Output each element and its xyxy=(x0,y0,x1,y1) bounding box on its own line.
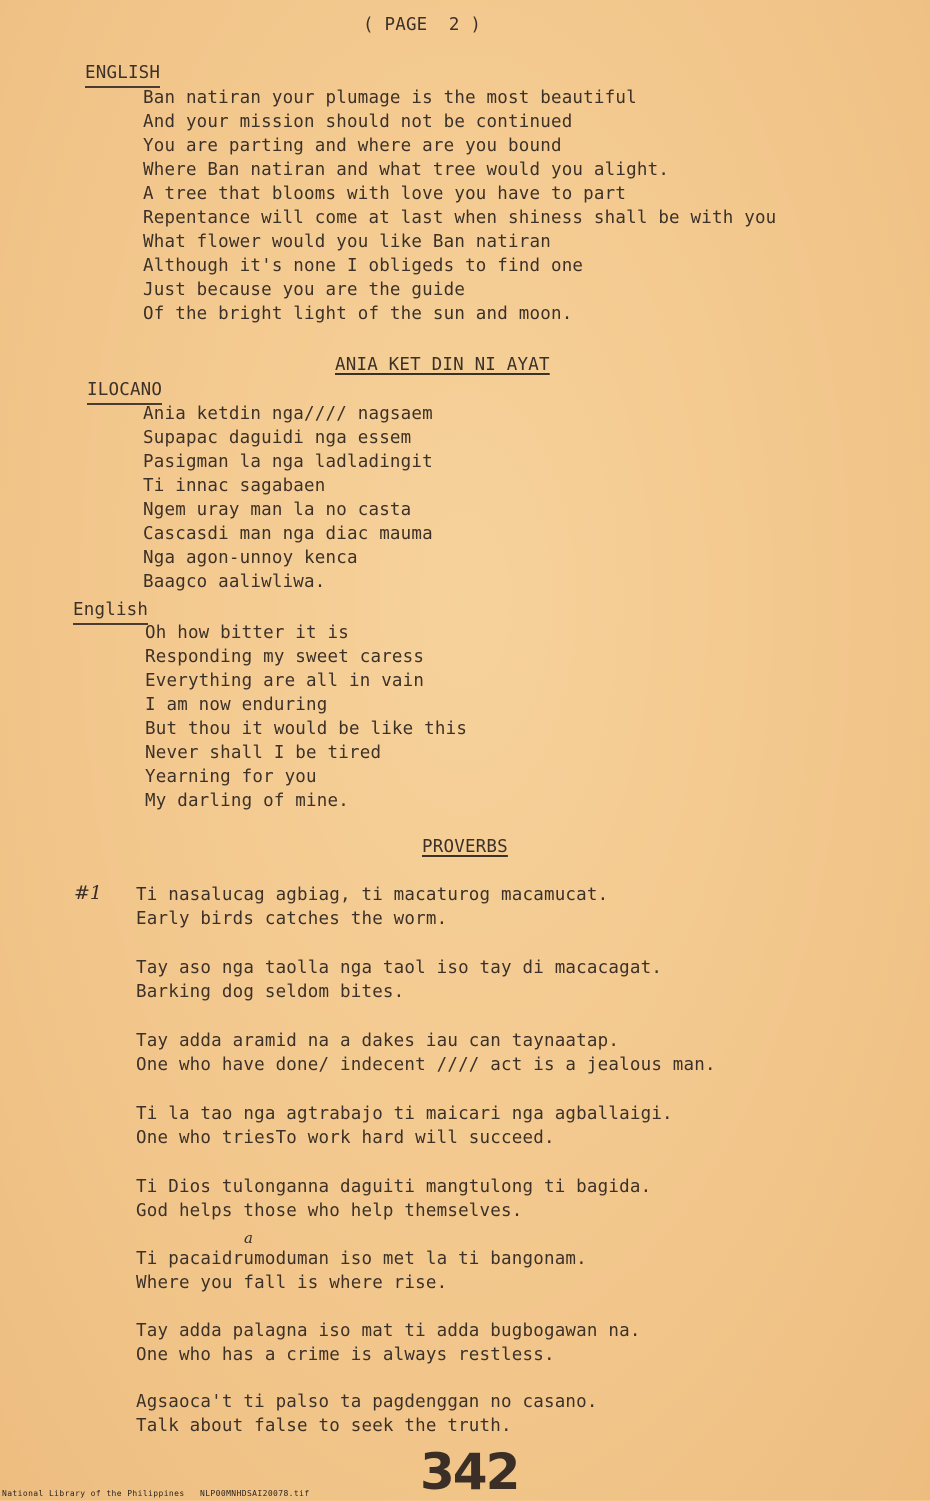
ilocano-song-block xyxy=(143,402,433,594)
english-song-block xyxy=(145,621,467,813)
proverb-english: Barking dog seldom bites. xyxy=(136,982,405,1002)
song-line: Supapac daguidi nga essem xyxy=(143,428,412,448)
proverb-item xyxy=(136,1319,641,1367)
english-poem-block xyxy=(143,86,776,326)
song-line: Pasigman la nga ladladingit xyxy=(143,452,433,472)
poem-line: What flower would you like Ban natiran xyxy=(143,232,551,252)
section-label-english-2: English xyxy=(73,598,148,625)
poem-line: And your mission should not be continued xyxy=(143,112,573,132)
poem-line: You are parting and where are you bound xyxy=(143,136,562,156)
proverb-english: God helps those who help themselves. xyxy=(136,1201,523,1221)
song-title: ANIA KET DIN NI AYAT xyxy=(335,355,550,375)
song-line: Cascasdi man nga diac mauma xyxy=(143,524,433,544)
song-line: But thou it would be like this xyxy=(145,719,468,739)
song-line: Never shall I be tired xyxy=(145,743,382,763)
proverb-item xyxy=(136,1175,651,1223)
proverb-ilocano: Tay aso nga taolla nga taol iso tay di macacagat. xyxy=(136,958,663,978)
song-line: Ti innac sagabaen xyxy=(143,476,326,496)
song-line: Yearning for you xyxy=(145,767,317,787)
proverb-ilocano: Ti Dios tulonganna daguiti mangtulong ti bagida. xyxy=(136,1177,652,1197)
proverb-item xyxy=(136,956,662,1004)
proverb-english: Where you fall is where rise. xyxy=(136,1273,448,1293)
margin-mark: #1 xyxy=(74,882,103,904)
section-label-ilocano: ILOCANO xyxy=(87,378,162,405)
proverb-english: Early birds catches the worm. xyxy=(136,909,448,929)
song-line: I am now enduring xyxy=(145,695,328,715)
footer-filename: NLP00MNHDSAI20078.tif xyxy=(200,1489,310,1498)
proverb-ilocano: Agsaoca't ti palso ta pagdenggan no casano. xyxy=(136,1392,598,1412)
song-line: Ngem uray man la no casta xyxy=(143,500,412,520)
proverbs-title: PROVERBS xyxy=(422,837,508,857)
song-line: Everything are all in vain xyxy=(145,671,425,691)
footer-source: National Library of the Philippines xyxy=(2,1489,185,1498)
song-line: Baagco aaliwliwa. xyxy=(143,572,326,592)
poem-line: Repentance will come at last when shiness shall be with you xyxy=(143,208,777,228)
page-header: ( PAGE 2 ) xyxy=(363,15,482,35)
proverb-item xyxy=(136,883,608,931)
song-line: Responding my sweet caress xyxy=(145,647,425,667)
poem-line: A tree that blooms with love you have to part xyxy=(143,184,627,204)
proverb-item xyxy=(136,1390,598,1438)
proverb-item xyxy=(136,1029,716,1077)
poem-line: Although it's none I obligeds to find one xyxy=(143,256,584,276)
poem-line: Just because you are the guide xyxy=(143,280,466,300)
proverb-ilocano: Tay adda aramid na a dakes iau can taynaatap. xyxy=(136,1031,620,1051)
proverb-item xyxy=(136,1102,673,1150)
proverb-english: One who triesTo work hard will succeed. xyxy=(136,1128,555,1148)
caret-insert-mark: a xyxy=(244,1229,253,1247)
section-label-english: ENGLISH xyxy=(85,61,160,88)
proverb-english: One who have done/ indecent //// act is a jealous man. xyxy=(136,1055,716,1075)
poem-line: Ban natiran your plumage is the most beautiful xyxy=(143,88,637,108)
proverb-ilocano: Ti nasalucag agbiag, ti macaturog macamucat. xyxy=(136,885,609,905)
proverb-item xyxy=(136,1247,587,1295)
song-line: Ania ketdin nga//// nagsaem xyxy=(143,404,433,424)
poem-line: Of the bright light of the sun and moon. xyxy=(143,304,573,324)
poem-line: Where Ban natiran and what tree would you alight. xyxy=(143,160,670,180)
song-line: My darling of mine. xyxy=(145,791,349,811)
song-line: Nga agon-unnoy kenca xyxy=(143,548,358,568)
song-line: Oh how bitter it is xyxy=(145,623,349,643)
proverb-ilocano: Ti la tao nga agtrabajo ti maicari nga agballaigi. xyxy=(136,1104,673,1124)
proverb-ilocano: Tay adda palagna iso mat ti adda bugbogawan na. xyxy=(136,1321,641,1341)
page-number-stamp: 342 xyxy=(420,1443,519,1501)
proverb-english: Talk about false to seek the truth. xyxy=(136,1416,512,1436)
proverb-ilocano: Ti pacaidrumoduman iso met la ti bangonam. xyxy=(136,1249,587,1269)
proverb-english: One who has a crime is always restless. xyxy=(136,1345,555,1365)
